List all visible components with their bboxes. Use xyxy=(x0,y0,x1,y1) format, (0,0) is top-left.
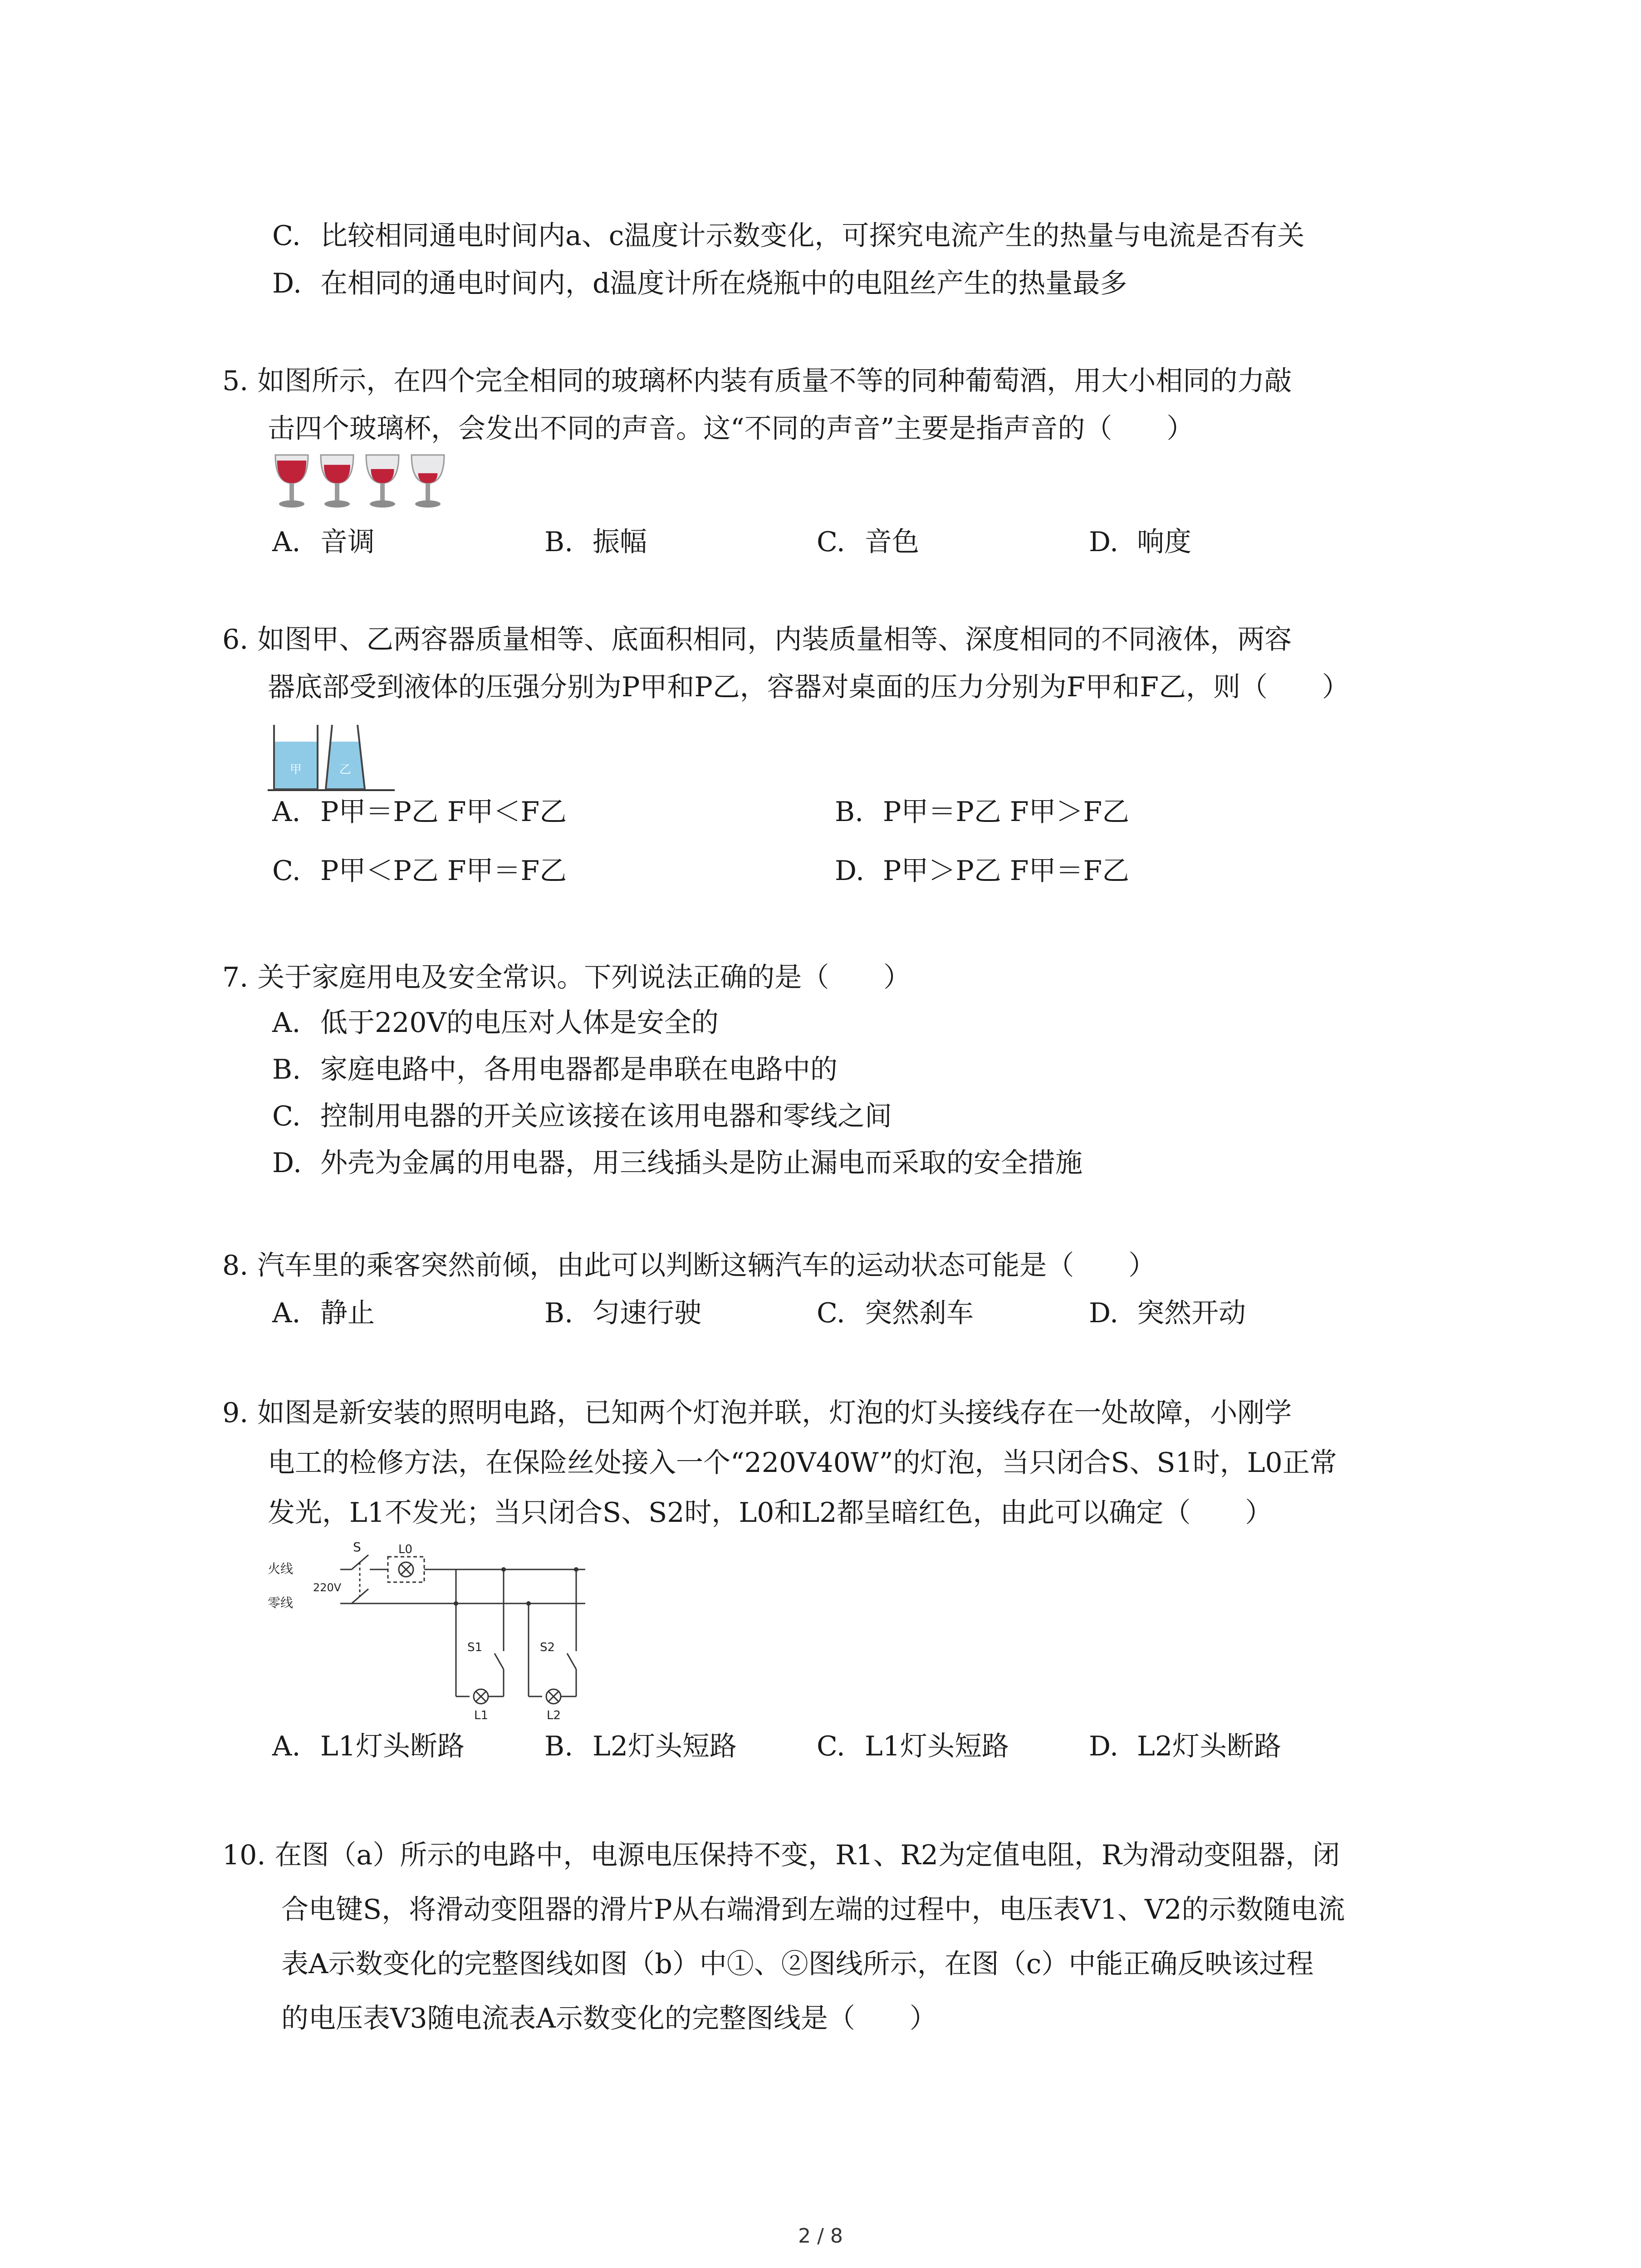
option-text: 振幅 xyxy=(593,526,647,558)
container-yi-label: 乙 xyxy=(339,763,352,777)
option-letter: D. xyxy=(1089,1297,1119,1329)
option-text: 家庭电路中，各用电器都是串联在电路中的 xyxy=(320,1054,838,1085)
option-letter: B. xyxy=(544,526,573,558)
option-letter: A. xyxy=(272,1730,301,1762)
option-text: P甲＞P乙 F甲＝F乙 xyxy=(883,855,1130,887)
option-text: 匀速行驶 xyxy=(593,1297,701,1329)
option-text: L1灯头断路 xyxy=(320,1730,465,1762)
option-letter: D. xyxy=(1089,1730,1119,1762)
wine-glass xyxy=(366,455,399,508)
option-letter: B. xyxy=(272,1054,301,1085)
option-letter: A. xyxy=(272,526,301,558)
wine-glass xyxy=(275,455,308,508)
option-letter: C. xyxy=(817,526,845,558)
q9-stem-line-1 xyxy=(222,1395,1292,1431)
question-number: 7. xyxy=(222,962,249,993)
option-text: 比较相同通电时间内a、c温度计示数变化，可探究电流产生的热量与电流是否有关 xyxy=(320,220,1305,252)
option-text: 突然开动 xyxy=(1137,1297,1246,1329)
option-text: 外壳为金属的用电器，用三线插头是防止漏电而采取的安全措施 xyxy=(320,1147,1083,1179)
junction-dot xyxy=(454,1601,458,1606)
option-letter: D. xyxy=(1089,526,1119,558)
q6-stem-line-1 xyxy=(222,621,1292,658)
junction-dot xyxy=(526,1601,531,1606)
junction-dot xyxy=(574,1567,578,1572)
wine-glasses-figure xyxy=(270,451,460,513)
lamp-l2-label: L2 xyxy=(547,1709,561,1722)
q8-stem xyxy=(222,1247,1156,1284)
junction-dot xyxy=(501,1567,506,1572)
q5-option-c xyxy=(817,524,919,560)
q10-stem-line-2: 合电键S，将滑动变阻器的滑片P从右端滑到左端的过程中，电压表V1、V2的示数随电流 xyxy=(281,1894,1345,1926)
option-text: P甲＝P乙 F甲＜F乙 xyxy=(320,796,567,828)
q9-stem-line-2: 电工的检修方法，在保险丝处接入一个“220V40W”的灯泡，当只闭合S、S1时，L0正常 xyxy=(268,1447,1337,1479)
main-switch-label: S xyxy=(353,1542,361,1554)
option-letter: A. xyxy=(272,1007,301,1039)
q9-option-a xyxy=(272,1728,465,1765)
option-text: P甲＜P乙 F甲＝F乙 xyxy=(320,855,567,887)
neutral-wire-label: 零线 xyxy=(268,1595,294,1610)
switch-s1-label: S1 xyxy=(467,1641,483,1654)
q6-option-b xyxy=(835,794,1129,830)
q9-stem-line-3: 发光，L1不发光；当只闭合S、S2时，L0和L2都呈暗红色，由此可以确定（ ） xyxy=(268,1497,1273,1529)
q8-option-d xyxy=(1089,1295,1246,1331)
q7-option-b xyxy=(272,1051,838,1088)
option-text: 音色 xyxy=(865,526,919,558)
q10-stem-line-1 xyxy=(222,1837,1340,1873)
option-text: 在相同的通电时间内，d温度计所在烧瓶中的电阻丝产生的热量最多 xyxy=(320,268,1127,299)
option-text: 静止 xyxy=(320,1297,375,1329)
voltage-label: 220V xyxy=(313,1581,342,1594)
q8-option-a xyxy=(272,1295,375,1331)
q8-option-b xyxy=(544,1295,701,1331)
option-letter: D. xyxy=(272,1147,302,1179)
page-number: 2 / 8 xyxy=(798,2224,843,2248)
container-jia-label: 甲 xyxy=(289,763,302,777)
q5-option-d xyxy=(1089,524,1191,560)
option-letter: B. xyxy=(544,1297,573,1329)
question-text: 如图甲、乙两容器质量相等、底面积相同，内装质量相等、深度相同的不同液体，两容 xyxy=(257,624,1292,655)
q5-option-b xyxy=(544,524,647,560)
question-number: 6. xyxy=(222,624,249,655)
switch-s2-blade xyxy=(567,1653,576,1669)
option-text: P甲＝P乙 F甲＞F乙 xyxy=(883,796,1130,828)
live-wire-label: 火线 xyxy=(268,1561,294,1576)
option-letter: D. xyxy=(835,855,865,887)
question-text: 在图（a）所示的电路中，电源电压保持不变，R1、R2为定值电阻，R为滑动变阻器，闭 xyxy=(274,1839,1340,1871)
option-letter: C. xyxy=(817,1297,845,1329)
q4-option-c xyxy=(272,218,1304,254)
option-text: 控制用电器的开关应该接在该用电器和零线之间 xyxy=(320,1100,892,1132)
q5-stem-line-1 xyxy=(222,363,1292,399)
question-number: 8. xyxy=(222,1250,249,1281)
q5-stem-line-2: 击四个玻璃杯，会发出不同的声音。这“不同的声音”主要是指声音的（ ） xyxy=(268,413,1194,445)
option-text: L1灯头短路 xyxy=(865,1730,1009,1762)
q6-stem-line-2: 器底部受到液体的压强分别为P甲和P乙，容器对桌面的压力分别为F甲和F乙，则（ ） xyxy=(268,671,1350,703)
option-text: 响度 xyxy=(1137,526,1191,558)
option-text: L2灯头短路 xyxy=(593,1730,737,1762)
wine-glass xyxy=(321,455,353,508)
question-number: 9. xyxy=(222,1397,249,1429)
lamp-l1-label: L1 xyxy=(474,1709,489,1722)
option-text: 低于220V的电压对人体是安全的 xyxy=(320,1007,719,1039)
question-number: 5. xyxy=(222,365,249,397)
q6-option-c xyxy=(272,853,567,889)
q7-option-d xyxy=(272,1145,1083,1181)
option-letter: B. xyxy=(835,796,864,828)
question-text: 如图是新安装的照明电路，已知两个灯泡并联，灯泡的灯头接线存在一处故障，小刚学 xyxy=(257,1397,1292,1429)
option-letter: C. xyxy=(817,1730,845,1762)
question-text: 汽车里的乘客突然前倾，由此可以判断这辆汽车的运动状态可能是（ ） xyxy=(257,1250,1156,1281)
option-letter: D. xyxy=(272,268,302,299)
question-text: 关于家庭用电及安全常识。下列说法正确的是（ ） xyxy=(257,962,911,993)
q4-option-d xyxy=(272,265,1127,302)
option-letter: C. xyxy=(272,1100,301,1132)
wine-glass xyxy=(411,455,444,508)
question-number: 10. xyxy=(222,1839,266,1871)
option-letter: B. xyxy=(544,1730,573,1762)
q6-option-d xyxy=(835,853,1129,889)
q7-option-c xyxy=(272,1098,892,1134)
q5-option-a xyxy=(272,524,375,560)
option-text: 音调 xyxy=(320,526,375,558)
q9-option-d xyxy=(1089,1728,1281,1765)
option-letter: C. xyxy=(272,855,301,887)
q7-stem xyxy=(222,959,911,996)
option-letter: A. xyxy=(272,1297,301,1329)
q10-stem-line-4: 的电压表V3随电流表A示数变化的完整图线是（ ） xyxy=(281,2003,937,2034)
q9-option-b xyxy=(544,1728,737,1765)
option-letter: C. xyxy=(272,220,301,252)
switch-s2-label: S2 xyxy=(540,1641,555,1654)
q8-option-c xyxy=(817,1295,974,1331)
q9-option-c xyxy=(817,1728,1009,1765)
question-text: 如图所示，在四个完全相同的玻璃杯内装有质量不等的同种葡萄酒，用大小相同的力敲 xyxy=(257,365,1292,397)
lighting-circuit-figure xyxy=(268,1542,594,1724)
q7-option-a xyxy=(272,1005,719,1041)
option-text: 突然刹车 xyxy=(865,1297,974,1329)
option-text: L2灯头断路 xyxy=(1137,1730,1282,1762)
option-letter: A. xyxy=(272,796,301,828)
test-lamp-label: L0 xyxy=(398,1543,413,1556)
switch-s1-blade xyxy=(495,1653,504,1669)
q6-option-a xyxy=(272,794,567,830)
q10-stem-line-3: 表A示数变化的完整图线如图（b）中①、②图线所示，在图（c）中能正确反映该过程 xyxy=(281,1948,1314,1980)
containers-figure xyxy=(268,721,395,794)
